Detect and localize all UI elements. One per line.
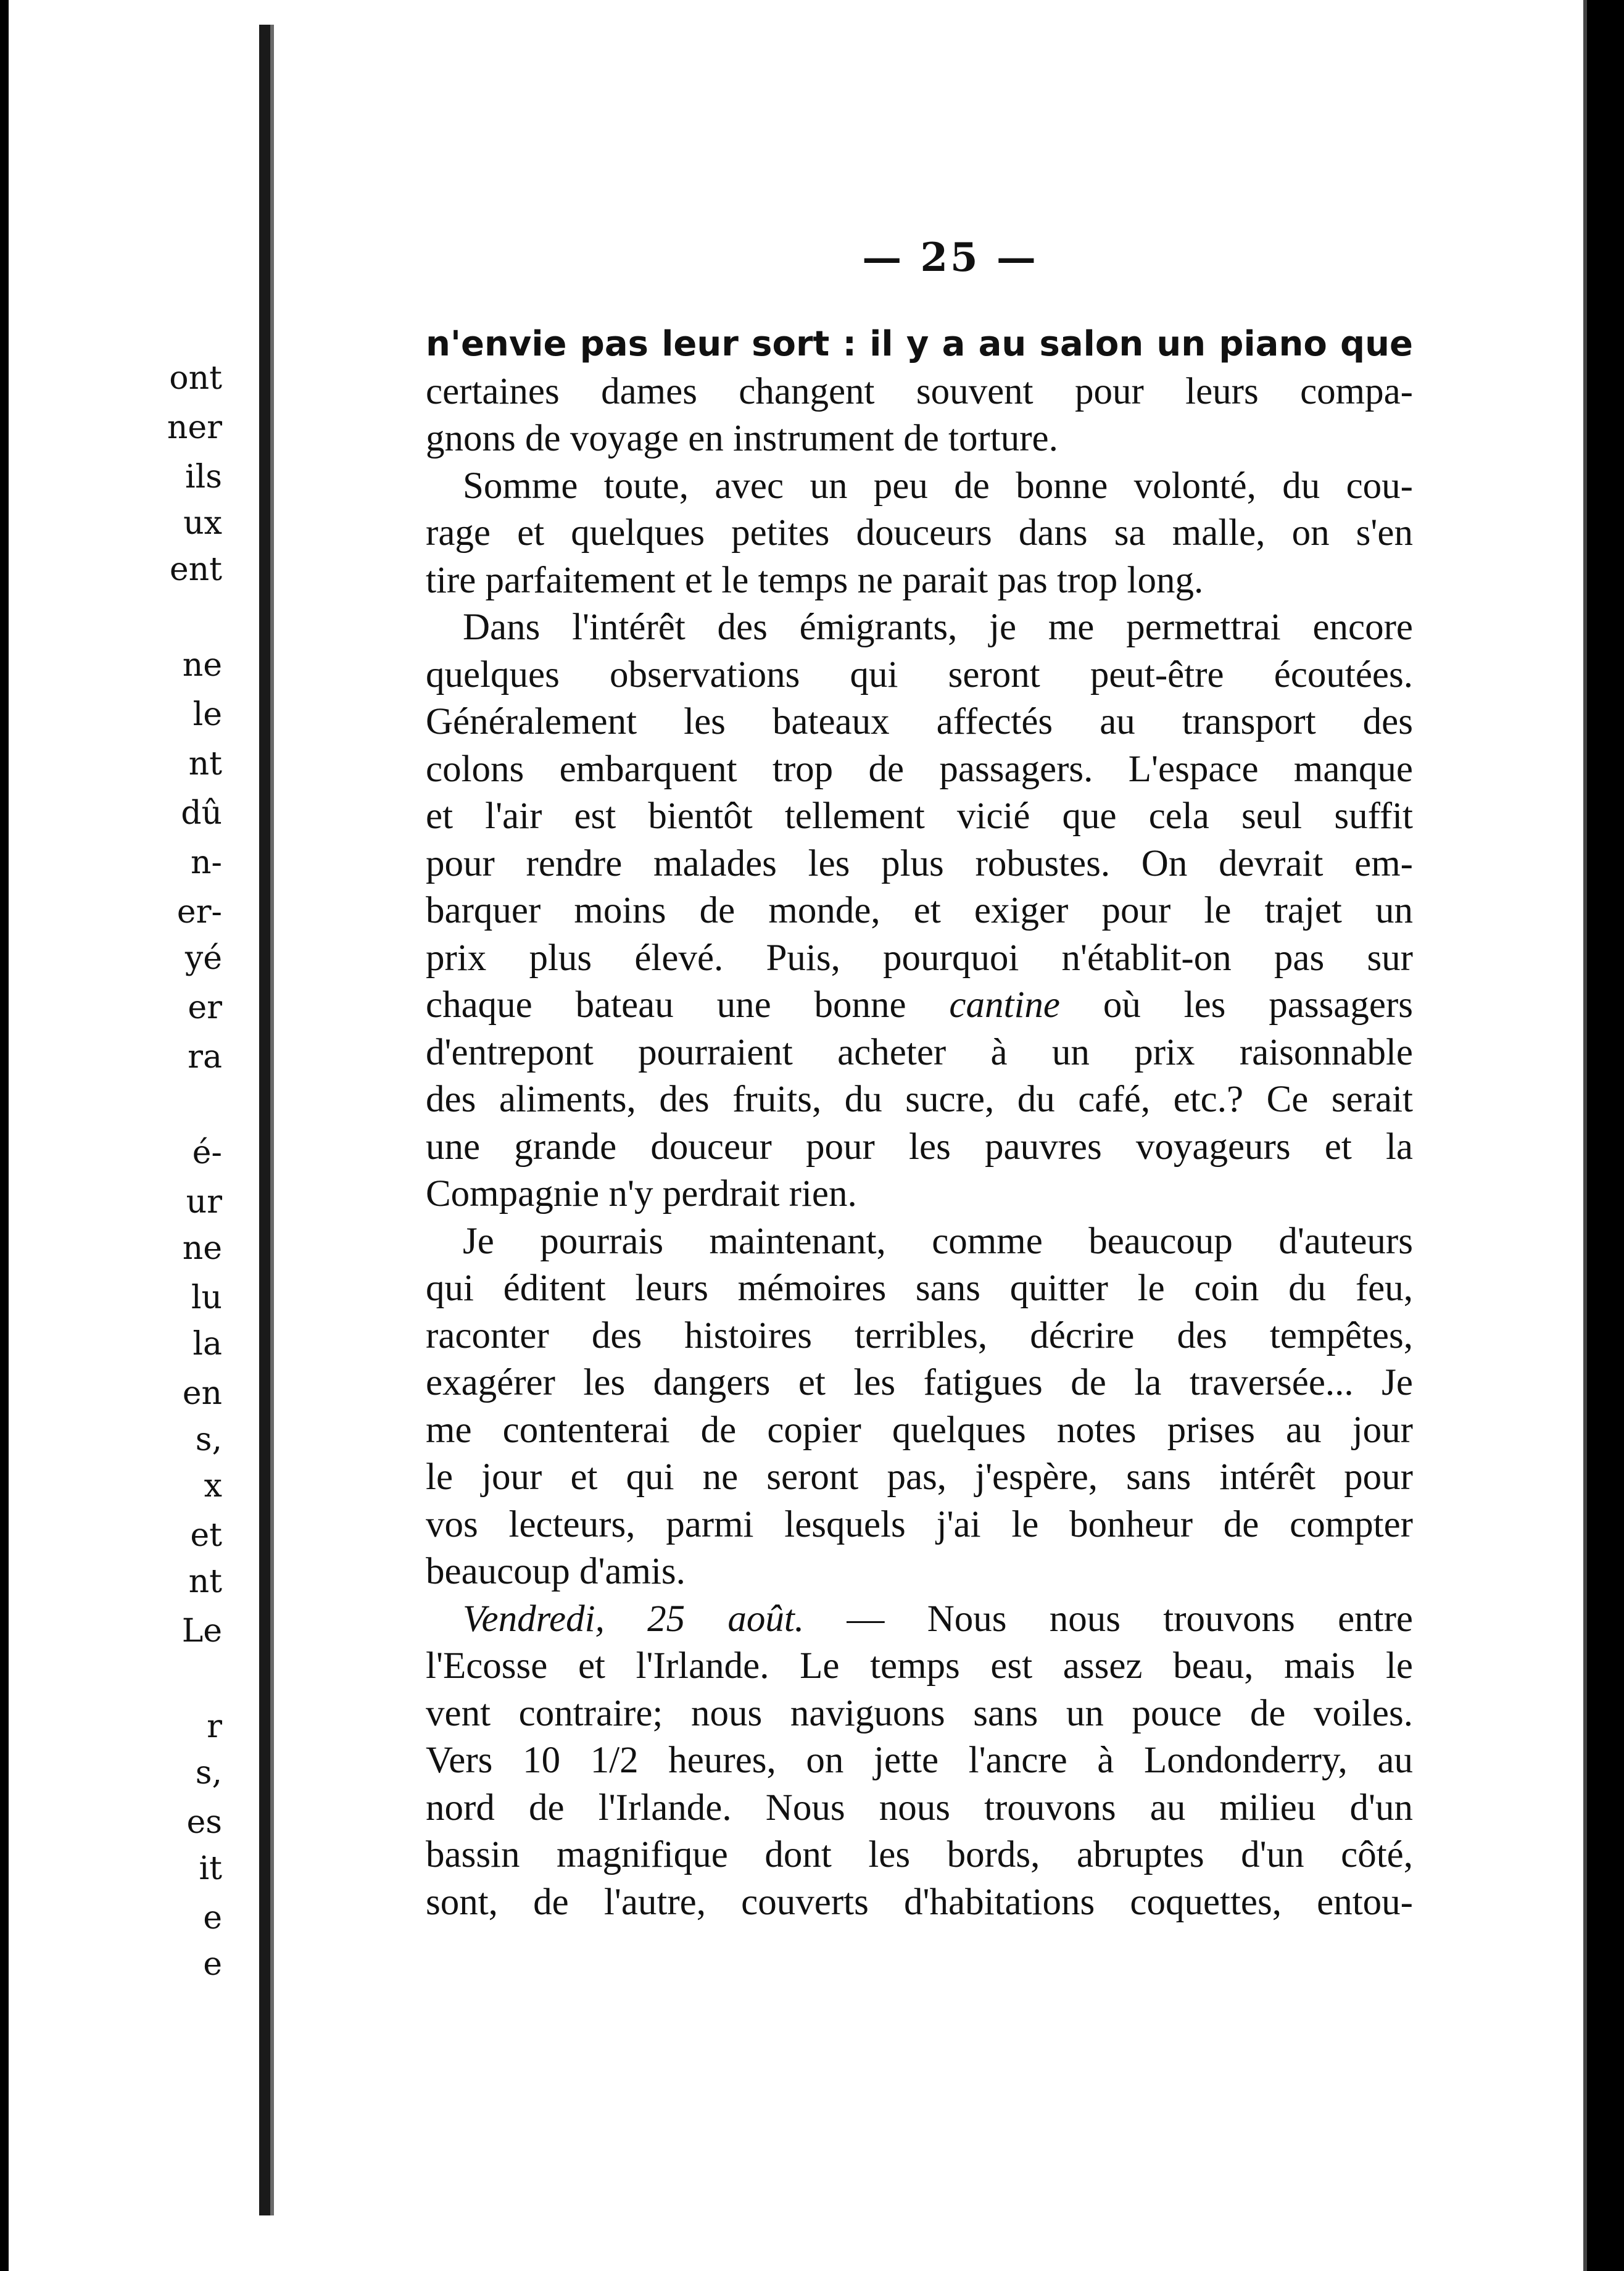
text-line: n'envie pas leur sort : il y a au salon un piano que (426, 324, 1413, 364)
left-page-fragment: nt (188, 1563, 222, 1600)
text-line: exagérer les dangers et les fatigues de la traversée... Je (426, 1362, 1413, 1403)
text-line: l'Ecosse et l'Irlande. Le temps est assez beau, mais le (426, 1645, 1413, 1687)
text-line: Je pourrais maintenant, comme beaucoup d'auteurs (463, 1220, 1413, 1262)
text-line-with-italic (426, 1596, 1413, 1643)
text-line: rage et quelques petites douceurs dans sa malle, on s'en (426, 512, 1413, 554)
binding-gutter (259, 25, 270, 2215)
page-body-text (426, 321, 1413, 1926)
left-page-fragment: er (188, 989, 222, 1026)
text-segment: chaque bateau une bonne (426, 984, 906, 1026)
text-line: certaines dames changent souvent pour leurs compa- (426, 370, 1413, 412)
left-page-fragment: ne (182, 647, 222, 684)
left-page-fragment: é- (192, 1134, 222, 1171)
left-page-fragment: ux (183, 505, 222, 542)
text-segment: où les passagers (1103, 984, 1413, 1026)
left-page-fragment: ils (185, 459, 222, 496)
left-page-fragment: ur (186, 1184, 222, 1221)
text-line: sont, de l'autre, couverts d'habitations coquettes, entou- (426, 1881, 1413, 1923)
binding-gutter-highlight (270, 25, 274, 2215)
left-page-fragment: et (190, 1517, 222, 1554)
text-line: nord de l'Irlande. Nous nous trouvons au milieu d'un (426, 1787, 1413, 1829)
text-line: une grande douceur pour les pauvres voyageurs et la (426, 1126, 1413, 1168)
text-line: gnons de voyage en instrument de torture. (426, 418, 1058, 459)
text-line: quelques observations qui seront peut-être écoutées. (426, 654, 1413, 695)
text-line: des aliments, des fruits, du sucre, du café, etc.? Ce serait (426, 1079, 1413, 1120)
text-line: raconter des histoires terribles, décrire des tempêtes, (426, 1314, 1413, 1356)
left-page-fragment: ner (167, 409, 222, 446)
text-line: colons embarquent trop de passagers. L'espace manque (426, 748, 1413, 790)
text-line: prix plus élevé. Puis, pourquoi n'établit-on pas sur (426, 937, 1413, 979)
page-number: — 25 — (862, 235, 1038, 281)
left-page-fragment: Le (181, 1613, 222, 1650)
left-page-fragment: x (204, 1468, 222, 1505)
text-line: Somme toute, avec un peu de bonne volonté, du cou- (463, 465, 1413, 507)
left-page-fragment: es (186, 1804, 222, 1841)
left-page-fragment: s, (195, 1754, 222, 1791)
text-segment: — Nous nous trouvons entre (847, 1598, 1413, 1640)
book-page (426, 222, 1425, 2074)
text-line: d'entrepont pourraient acheter à un prix raisonnable (426, 1031, 1413, 1073)
text-line: Dans l'intérêt des émigrants, je me permettrai encore (463, 607, 1413, 648)
left-page-fragment: yé (184, 940, 222, 977)
text-line: Vers 10 1/2 heures, on jette l'ancre à Londonderry, au (426, 1740, 1413, 1781)
left-page-fragment: la (193, 1326, 222, 1363)
text-line: vos lecteurs, parmi lesquels j'ai le bonheur de compter (426, 1503, 1413, 1545)
left-page-fragment: lu (191, 1279, 222, 1316)
text-line: beaucoup d'amis. (426, 1551, 686, 1592)
text-line: bassin magnifique dont les bords, abruptes d'un côté, (426, 1834, 1413, 1875)
text-line: Généralement les bateaux affectés au transport des (426, 701, 1413, 742)
left-page-fragment: ra (188, 1039, 222, 1076)
left-page-fragment: er- (176, 894, 222, 931)
text-line: qui éditent leurs mémoires sans quitter le coin du feu, (426, 1268, 1413, 1309)
left-page-fragment: ne (182, 1230, 222, 1267)
left-page-fragment: n- (190, 844, 222, 881)
text-line: barquer moins de monde, et exiger pour le trajet un (426, 890, 1413, 931)
text-line: Compagnie n'y perdrait rien. (426, 1173, 857, 1214)
left-page-fragment: ont (169, 360, 222, 397)
right-page-edge (1587, 0, 1624, 2271)
text-line: pour rendre malades les plus robustes. On devrait em- (426, 842, 1413, 884)
left-page-fragment: r (207, 1708, 222, 1745)
left-page-fragment: e (203, 1946, 222, 1983)
left-page-text-fragments (123, 0, 222, 2271)
left-page-edge (0, 0, 241, 2271)
left-page-fragment: dû (181, 795, 222, 832)
left-page-fragment: it (199, 1850, 222, 1887)
text-line: le jour et qui ne seront pas, j'espère, sans intérêt pour (426, 1456, 1413, 1498)
text-line: vent contraire; nous naviguons sans un pouce de voiles. (426, 1692, 1413, 1734)
text-line-with-italic (426, 982, 1413, 1029)
left-page-fragment: ent (169, 551, 222, 588)
left-page-fragment: nt (188, 745, 222, 783)
left-page-fragment: le (193, 696, 222, 733)
left-page-fragment: e (203, 1899, 222, 1937)
text-line: me contenterai de copier quelques notes prises au jour (426, 1409, 1413, 1451)
text-line: et l'air est bientôt tellement vicié que cela seul suffit (426, 795, 1413, 837)
text-line: tire parfaitement et le temps ne parait pas trop long. (426, 559, 1204, 601)
italic-word: cantine (949, 984, 1060, 1026)
diary-date: Vendredi, 25 août. (463, 1598, 805, 1640)
left-page-fragment: s, (195, 1421, 222, 1458)
left-page-shadow (0, 0, 9, 2271)
left-page-fragment: en (182, 1375, 222, 1412)
